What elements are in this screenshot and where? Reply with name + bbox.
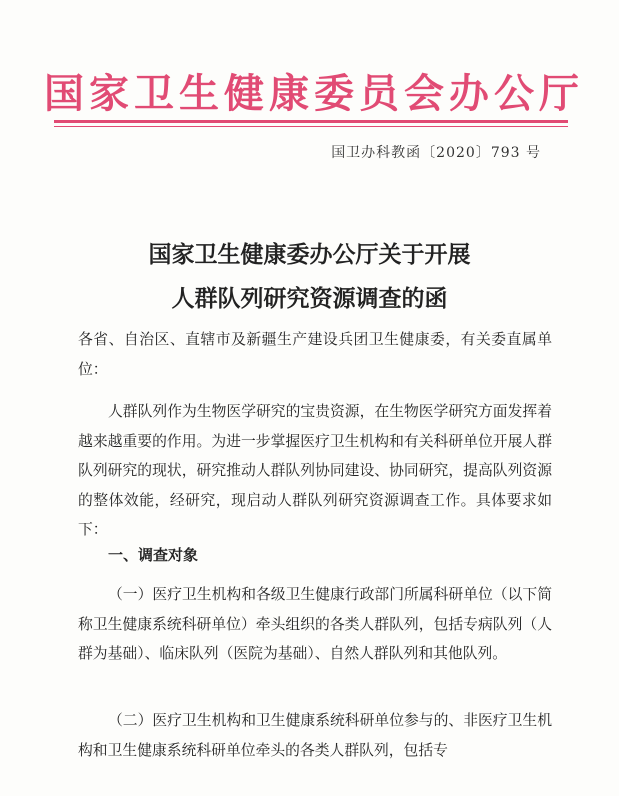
document-title-line-1: 国家卫生健康委办公厅关于开展 bbox=[148, 241, 471, 268]
survey-subject-item-2: （二）医疗卫生机构和卫生健康系统科研单位参与的、非医疗卫生机构和卫生健康系统科研单位牵头的各类人群队列，包括专 bbox=[78, 712, 552, 759]
issuing-office-title: 国家卫生健康委员会办公厅 bbox=[44, 71, 584, 117]
document-number: 国卫办科教函〔2020〕793 号 bbox=[331, 145, 541, 161]
survey-subject-item-1: （一）医疗卫生机构和各级卫生健康行政部门所属科研单位（以下简称卫生健康系统科研单位）牵头组织的各类人群队列，包括专病队列（人群为基础）、临床队列（医院为基础）、自然人群队列和其他队列。 bbox=[78, 586, 552, 662]
red-header-rule-thin bbox=[54, 126, 568, 127]
section-heading-survey-subjects: 一、调查对象 bbox=[108, 546, 199, 564]
document-title-line-2: 人群队列研究资源调查的函 bbox=[171, 285, 448, 312]
intro-paragraph: 人群队列作为生物医学研究的宝贵资源，在生物医学研究方面发挥着越来越重要的作用。为进一步掌握医疗卫生机构和有关科研单位开展人群队列研究的现状，研究推动人群队列协同建设、协同研究，提高队列资源的整体效能，经研究，现启动人群队列研究资源调查工作。具体要求如下： bbox=[78, 403, 552, 538]
addressee-paragraph: 各省、自治区、直辖市及新疆生产建设兵团卫生健康委，有关委直属单位： bbox=[78, 331, 552, 378]
red-header-rule-thick bbox=[54, 120, 568, 123]
